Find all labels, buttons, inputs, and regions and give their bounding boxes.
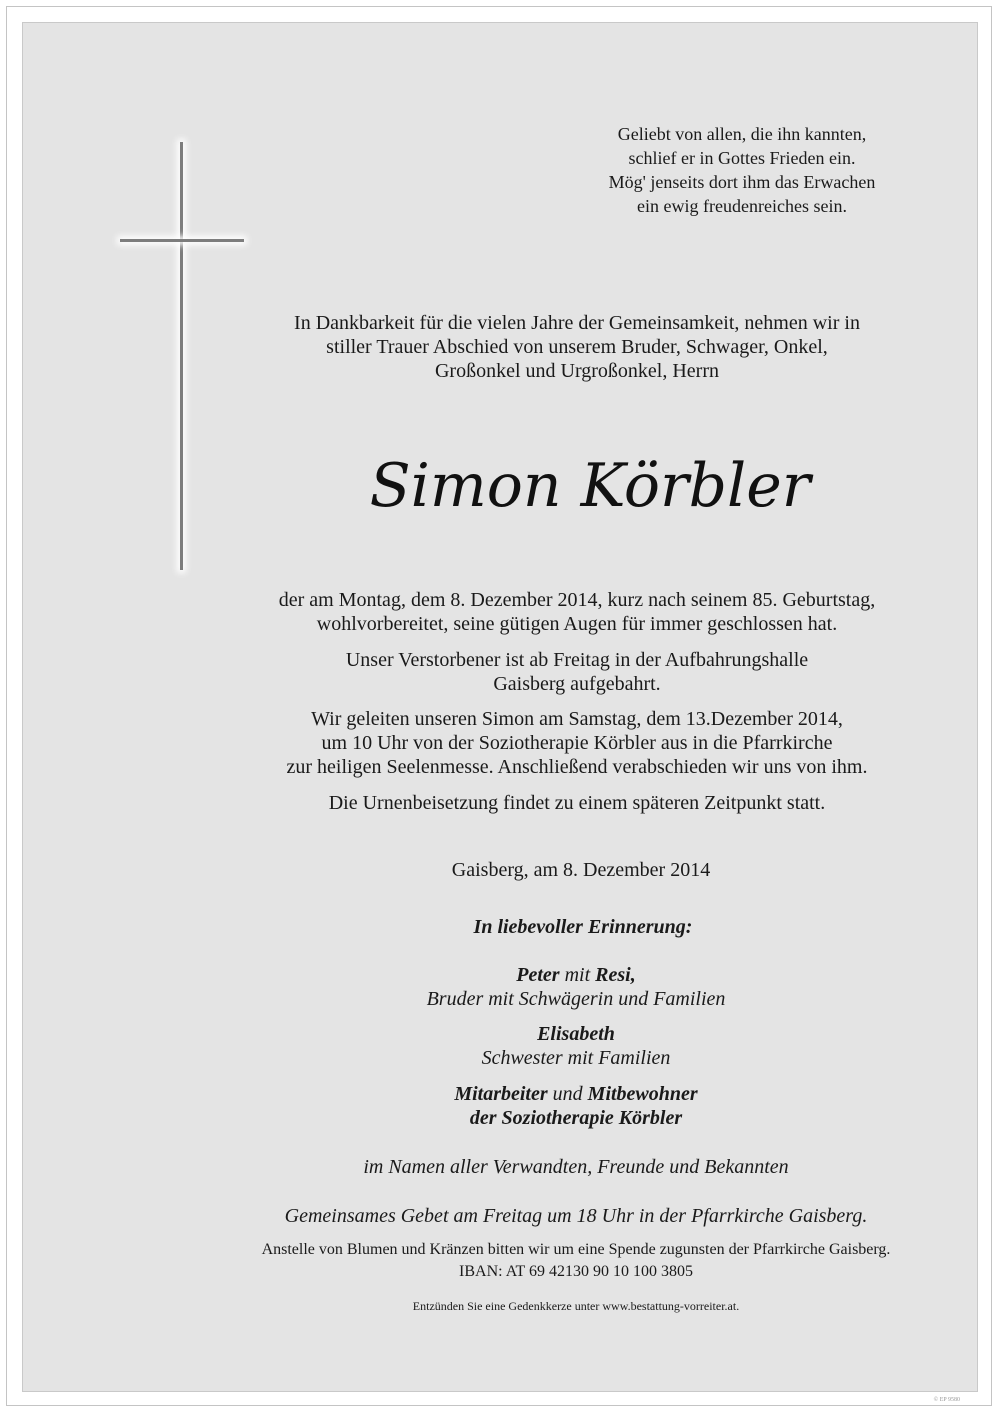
mourner-relation: Bruder mit Schwägerin und Familien bbox=[426, 988, 726, 1010]
mourner-name: Mitbewohner bbox=[587, 1083, 698, 1105]
candle-text bbox=[326, 1298, 826, 1314]
candle-line: Entzünden Sie eine Gedenkkerze unter www.bestattung-vorreiter.at. bbox=[412, 1299, 740, 1313]
mourner-name: Elisabeth bbox=[537, 1023, 615, 1045]
urn-text bbox=[177, 791, 977, 815]
intro-text bbox=[177, 311, 977, 383]
place-date-text: Gaisberg, am 8. Dezember 2014 bbox=[451, 859, 711, 881]
mourner-name: Mitarbeiter bbox=[454, 1083, 548, 1105]
mourner-staff bbox=[376, 1082, 776, 1130]
deceased-name bbox=[330, 440, 850, 530]
mourner-name: Resi, bbox=[595, 964, 636, 986]
mourner-elisabeth bbox=[376, 1022, 776, 1070]
viewing-line: Unser Verstorbener ist ab Freitag in der Aufbahrungshalle bbox=[345, 649, 809, 671]
poem-line: schlief er in Gottes Frieden ein. bbox=[628, 148, 856, 168]
viewing-text bbox=[177, 648, 977, 696]
memory-heading bbox=[433, 915, 733, 939]
poem bbox=[542, 122, 942, 218]
mourner-relation: Schwester mit Familien bbox=[481, 1047, 671, 1069]
poem-line: ein ewig freudenreiches sein. bbox=[637, 196, 847, 216]
deceased-name-text: Simon Körbler bbox=[369, 451, 811, 521]
iban-line: IBAN: AT 69 42130 90 10 100 3805 bbox=[459, 1263, 693, 1280]
mourner-peter-names bbox=[376, 963, 776, 987]
death-line: wohlvorbereitet, seine gütigen Augen für immer geschlossen hat. bbox=[316, 613, 838, 635]
death-line: der am Montag, dem 8. Dezember 2014, kurz nach seinem 85. Geburtstag, bbox=[278, 589, 876, 611]
mourner-name: der Soziotherapie Körbler bbox=[469, 1107, 683, 1129]
prayer-line: Gemeinsames Gebet am Freitag um 18 Uhr in der Pfarrkirche Gaisberg. bbox=[284, 1205, 868, 1227]
mourner-staff-line bbox=[376, 1082, 776, 1106]
memory-heading-text: In liebevoller Erinnerung: bbox=[473, 916, 693, 938]
poem-line: Geliebt von allen, die ihn kannten, bbox=[617, 124, 867, 144]
mourner-name: Peter bbox=[516, 964, 560, 986]
corner-code: © EP 9580 bbox=[933, 1397, 960, 1403]
urn-line: Die Urnenbeisetzung findet zu einem späteren Zeitpunkt statt. bbox=[328, 792, 826, 814]
cross-icon-horizontal bbox=[120, 239, 244, 242]
behalf-text bbox=[276, 1155, 876, 1179]
place-date bbox=[431, 858, 731, 882]
behalf-line: im Namen aller Verwandten, Freunde und Bekannten bbox=[363, 1156, 789, 1178]
intro-line: stiller Trauer Abschied von unserem Bruder, Schwager, Onkel, bbox=[326, 336, 828, 358]
prayer-text bbox=[226, 1204, 926, 1228]
mourner-connector: mit bbox=[564, 964, 591, 986]
mourner-connector: und bbox=[552, 1083, 583, 1105]
death-text bbox=[177, 588, 977, 636]
viewing-line: Gaisberg aufgebahrt. bbox=[493, 673, 661, 695]
poem-line: Mög' jenseits dort ihm das Erwachen bbox=[608, 172, 876, 192]
funeral-line: zur heiligen Seelenmesse. Anschließend verabschieden wir uns von ihm. bbox=[286, 756, 868, 778]
donation-line: Anstelle von Blumen und Kränzen bitten wir um eine Spende zugunsten der Pfarrkirche Gaisberg. bbox=[261, 1241, 891, 1258]
funeral-line: um 10 Uhr von der Soziotherapie Körbler aus in die Pfarrkirche bbox=[321, 732, 833, 754]
intro-line: In Dankbarkeit für die vielen Jahre der Gemeinsamkeit, nehmen wir in bbox=[294, 312, 860, 334]
intro-line: Großonkel und Urgroßonkel, Herrn bbox=[434, 360, 719, 382]
mourner-peter bbox=[376, 963, 776, 1011]
funeral-line: Wir geleiten unseren Simon am Samstag, dem 13.Dezember 2014, bbox=[311, 708, 843, 730]
funeral-text bbox=[177, 707, 977, 779]
donation-text bbox=[176, 1239, 976, 1283]
